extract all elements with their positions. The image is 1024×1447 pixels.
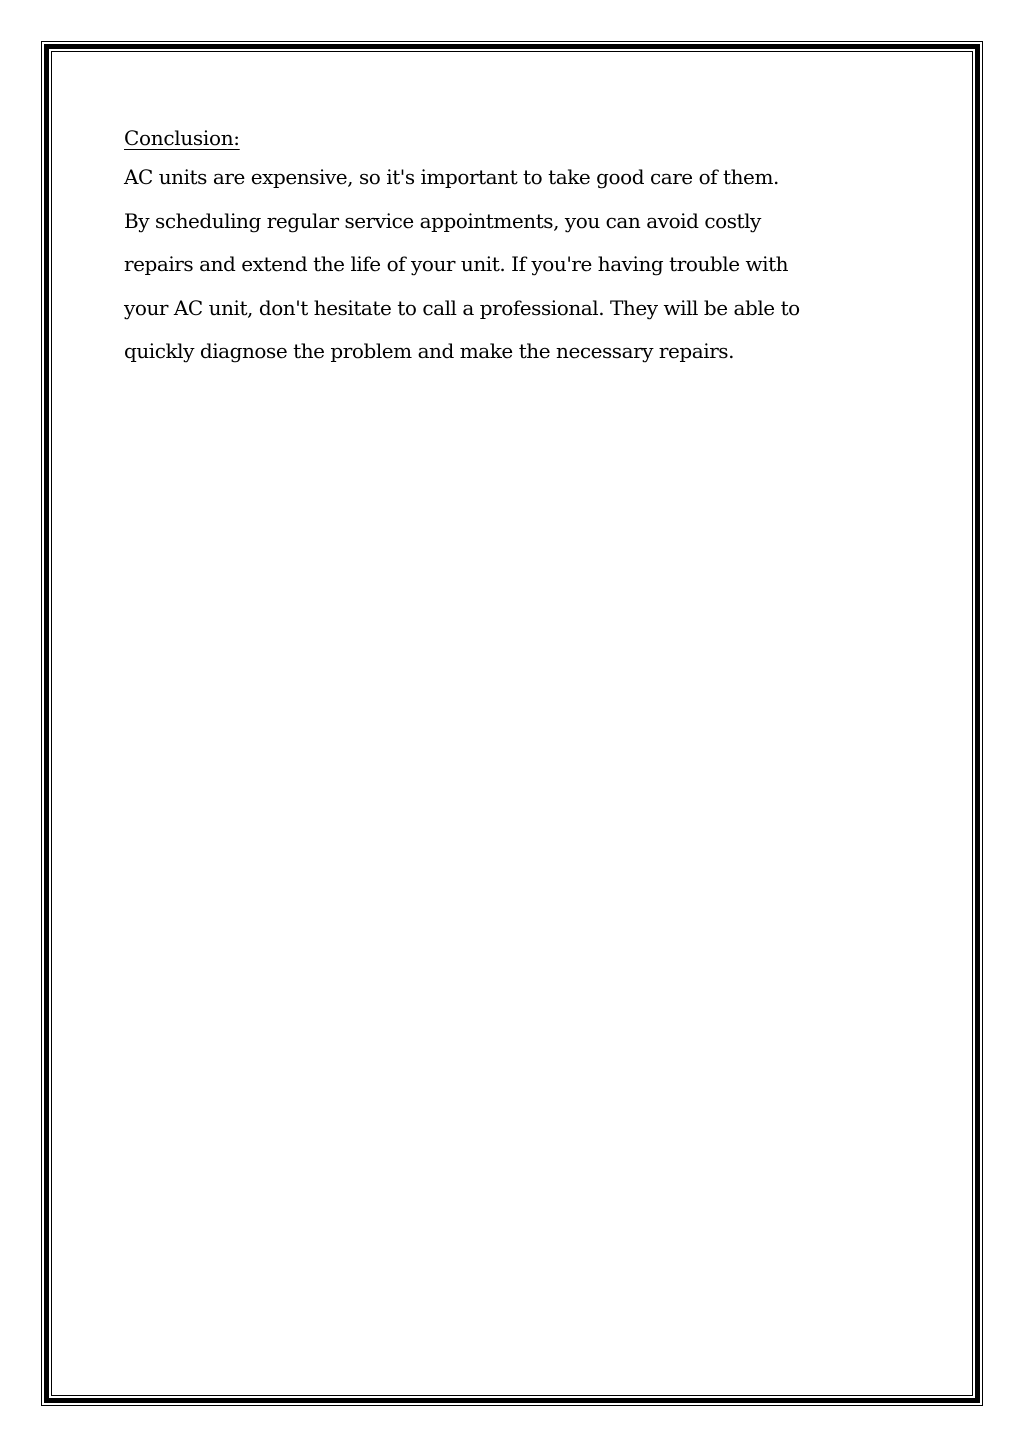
paragraph-line: your AC unit, don't hesitate to call a professional. They will be able to <box>124 295 800 320</box>
paragraph <box>124 156 924 374</box>
paragraph-line: AC units are expensive, so it's important to take good care of them. <box>124 165 779 189</box>
paragraph-line: quickly diagnose the problem and make the necessary repairs. <box>124 339 735 363</box>
paragraph-line: repairs and extend the life of your unit. If you're having trouble with <box>124 252 789 276</box>
section-heading: Conclusion: <box>124 126 240 150</box>
document-body <box>124 120 924 374</box>
paragraph-line: By scheduling regular service appointments, you can avoid costly <box>124 208 761 233</box>
